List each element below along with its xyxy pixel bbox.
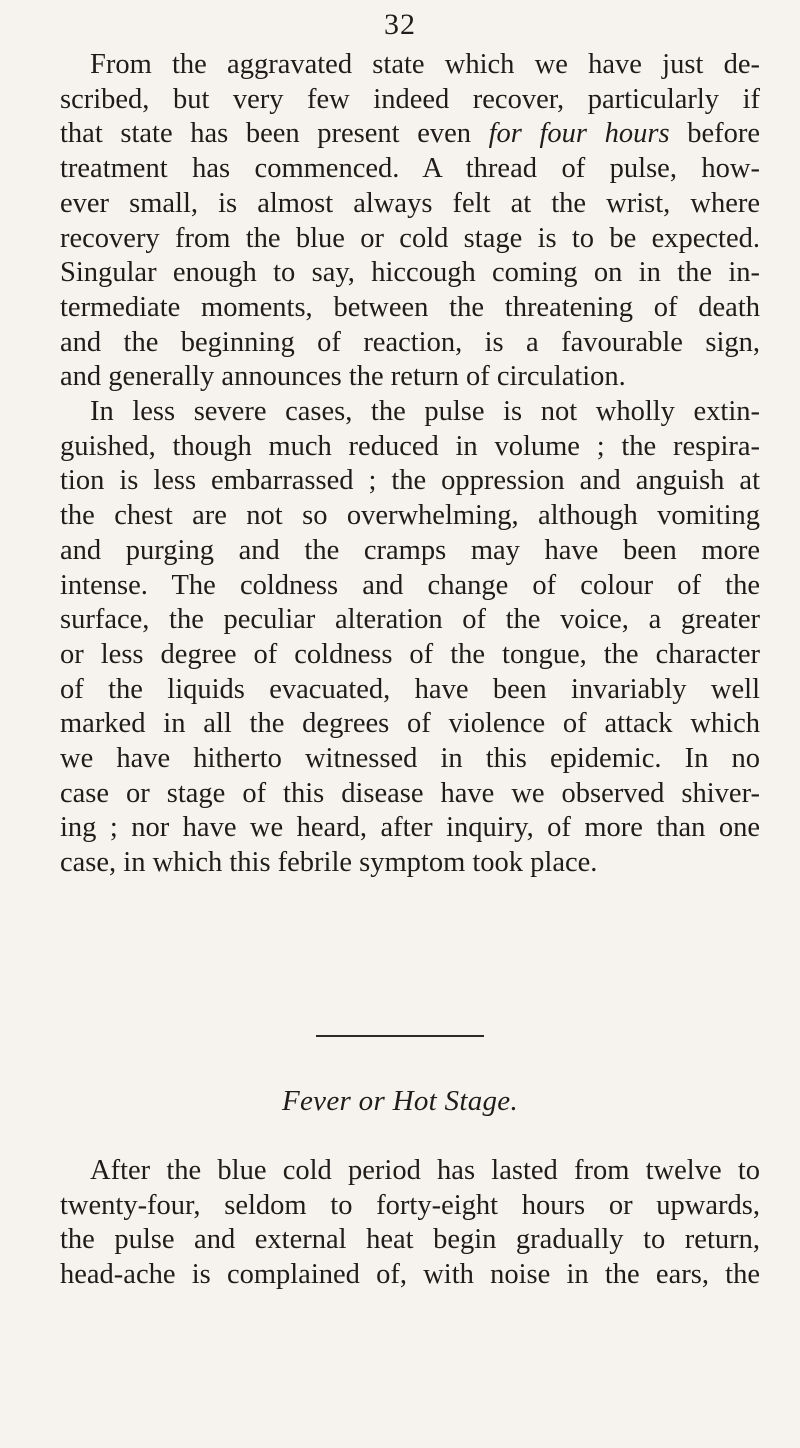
section-text-block (60, 1154, 760, 1293)
page-number: 32 (384, 8, 416, 41)
text-line: Singular enough to say, hiccough coming on in the in- (60, 257, 760, 289)
text-line: the chest are not so overwhelming, although vomiting (60, 500, 760, 532)
text-line: surface, the peculiar alteration of the voice, a greater (60, 604, 760, 636)
text-line: treatment has commenced. A thread of pulse, how- (60, 153, 760, 185)
text-line: termediate moments, between the threatening of death (60, 291, 760, 323)
text-line: ever small, is almost always felt at the wrist, where (60, 187, 760, 219)
text-line: head-ache is complained of, with noise in the ears, the (60, 1259, 760, 1291)
text-line: ing ; nor have we heard, after inquiry, of more than one (60, 812, 760, 844)
text-line: case, in which this febrile symptom took place. (60, 847, 598, 879)
text-segment: that state has been present even (60, 118, 489, 150)
text-line: we have hitherto witnessed in this epidemic. In no (60, 743, 760, 775)
text-line: and generally announces the return of circulation. (60, 361, 626, 393)
text-line: tion is less embarrassed ; the oppression and anguish at (60, 465, 760, 497)
text-segment: before (669, 118, 761, 150)
text-line: case or stage of this disease have we observed shiver- (60, 777, 760, 809)
paragraph-3 (60, 1154, 760, 1293)
main-text-block (60, 48, 760, 881)
text-line: intense. The coldness and change of colour of the (60, 569, 760, 601)
text-line: recovery from the blue or cold stage is to be expected. (60, 222, 760, 254)
text-line: twenty-four, seldom to forty-eight hours or upwards, (60, 1189, 760, 1221)
paragraph-1 (60, 48, 760, 395)
text-line (60, 117, 760, 152)
text-line: or less degree of coldness of the tongue, the character (60, 638, 760, 670)
text-line: In less severe cases, the pulse is not wholly extin- (90, 396, 760, 428)
section-divider (316, 1035, 484, 1037)
paragraph-2 (60, 395, 760, 881)
text-line: scribed, but very few indeed recover, particularly if (60, 83, 760, 115)
text-line: After the blue cold period has lasted from twelve to (90, 1155, 760, 1186)
text-line: marked in all the degrees of violence of attack which (60, 708, 760, 740)
text-line: guished, though much reduced in volume ; the respira- (60, 430, 760, 462)
text-line: the pulse and external heat begin gradually to return, (60, 1224, 760, 1256)
text-line: of the liquids evacuated, have been invariably well (60, 673, 760, 705)
text-line: and purging and the cramps may have been more (60, 534, 760, 566)
section-heading: Fever or Hot Stage. (281, 1085, 519, 1117)
text-line: From the aggravated state which we have just de- (90, 49, 760, 80)
italic-emphasis: for four hours (488, 118, 670, 150)
text-line: and the beginning of reaction, is a favourable sign, (60, 326, 760, 358)
